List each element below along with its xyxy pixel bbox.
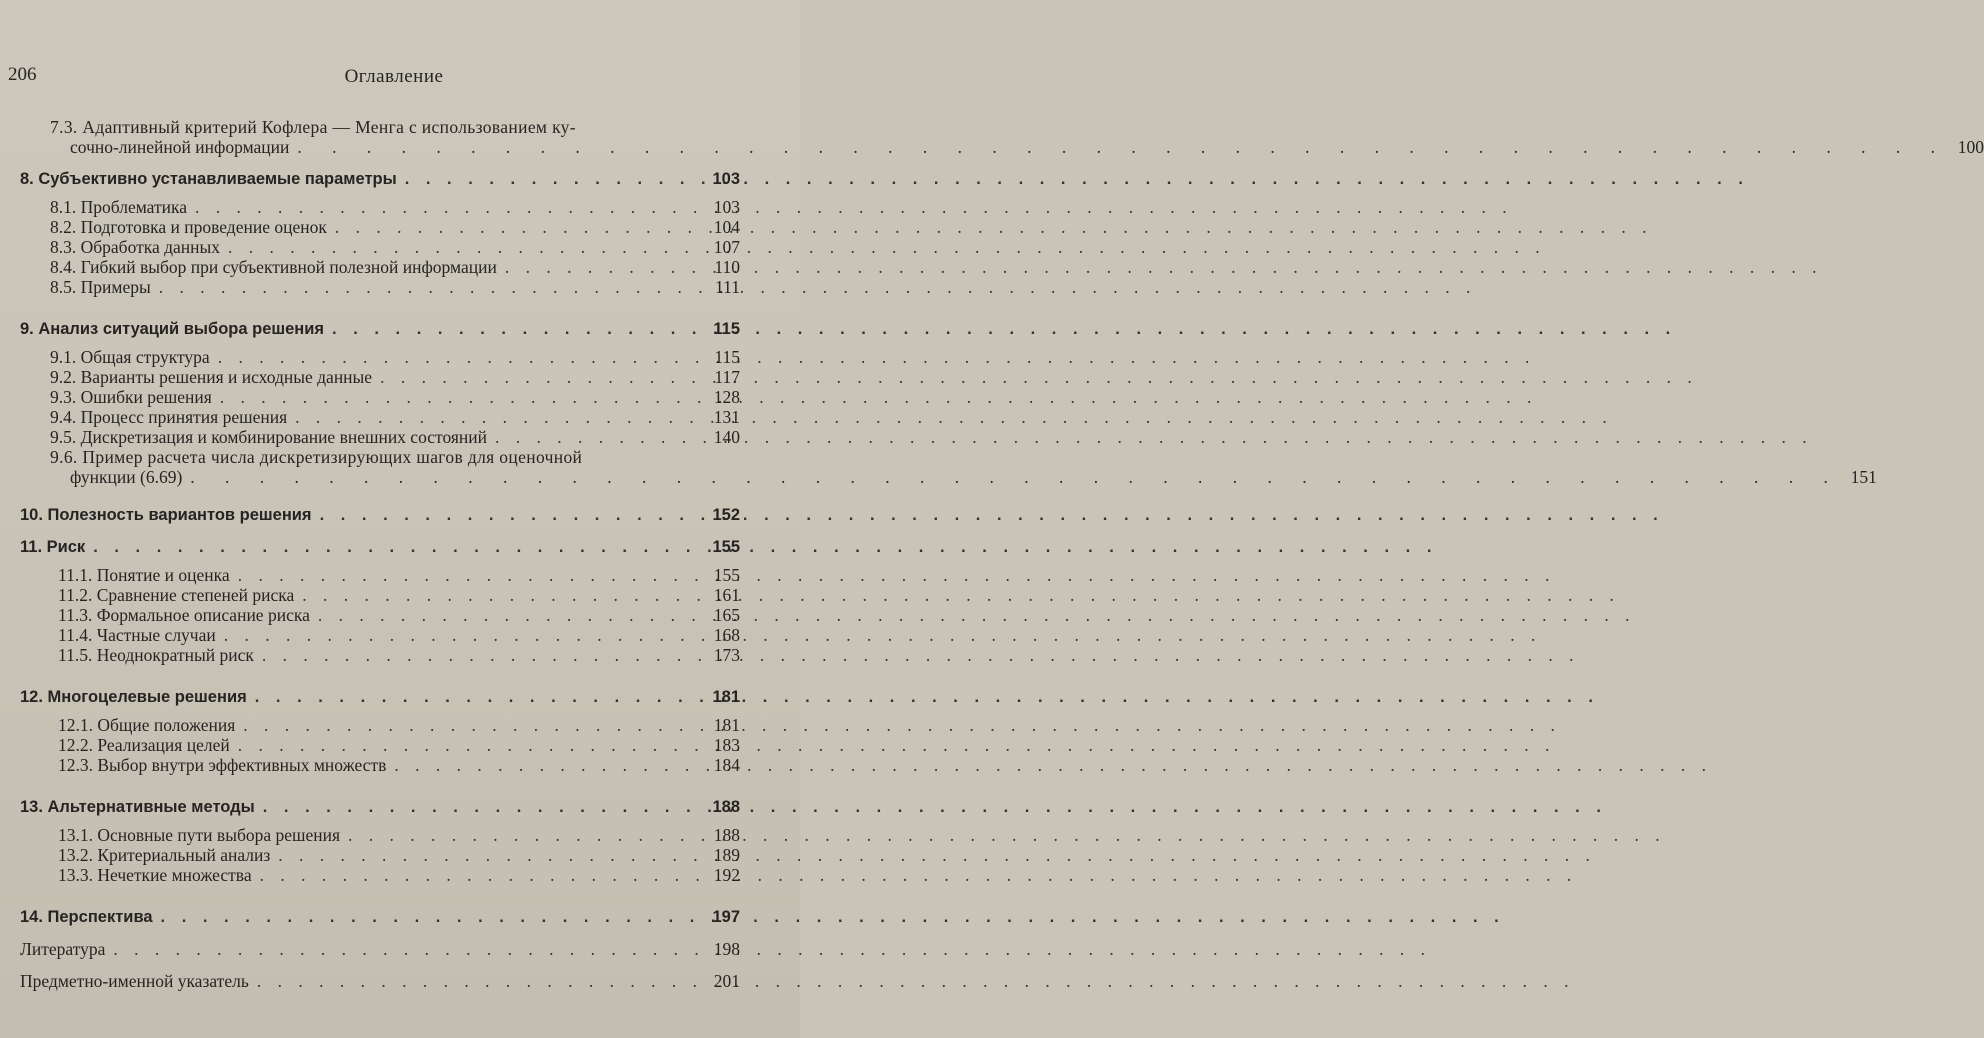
toc-entry-9-4 (20, 407, 740, 427)
toc-entry-13-3 (20, 865, 740, 885)
dot-leader (182, 467, 1841, 487)
toc-entry-11-5 (20, 645, 740, 665)
toc-entry-title: 8.2. Подготовка и проведение оценок (50, 217, 327, 237)
toc-entry-title-line2: сочно-линейной информации (70, 137, 290, 157)
toc-entry-literature (20, 939, 740, 959)
toc-chapter-8 (20, 169, 740, 189)
dot-leader (235, 715, 704, 735)
dot-leader (397, 169, 704, 189)
toc-chapter-13 (20, 797, 740, 817)
dot-leader (230, 565, 704, 585)
toc-entry-title-line1: 7.3. Адаптивный критерий Кофлера — Менга с использованием ку- (50, 117, 576, 137)
dot-leader (151, 277, 704, 297)
toc-entry-title: 8.4. Гибкий выбор при субъективной полезной информации (50, 257, 497, 277)
toc-entry-8-4 (20, 257, 740, 277)
toc-entry-title-line1: 9.6. Пример расчета числа дискретизирующих шагов для оценочной (50, 447, 583, 467)
toc-page-number: 128 (713, 387, 740, 407)
toc-page-number: 111 (715, 277, 740, 297)
toc-entry-title: 9.1. Общая структура (50, 347, 210, 367)
toc-chapter-title: 13. Альтернативные методы (20, 798, 255, 816)
toc-page-number: 100 (1957, 137, 1984, 157)
page-number: 206 (8, 64, 37, 85)
toc-page-number: 103 (712, 170, 740, 188)
toc-entry-title: 13.1. Основные пути выбора решения (58, 825, 341, 845)
toc-page-number: 155 (712, 538, 740, 556)
toc-page-number: 103 (713, 197, 740, 217)
toc-page-number: 197 (712, 908, 740, 926)
page-header (8, 64, 780, 94)
toc-chapter-11 (20, 537, 740, 557)
toc-entry-title: 8.3. Обработка данных (50, 237, 221, 257)
toc-entry-8-3 (20, 237, 740, 257)
toc-entry-title: 12.3. Выбор внутри эффективных множеств (58, 755, 387, 775)
toc-entry-11-1 (20, 565, 740, 585)
toc-page-number: 173 (713, 645, 740, 665)
toc-page-number: 184 (713, 755, 740, 775)
toc-chapter-14 (20, 907, 740, 927)
toc-entry-title: 8.5. Примеры (50, 277, 151, 297)
toc-page-number: 168 (713, 625, 740, 645)
dot-leader (497, 257, 704, 277)
dot-leader (340, 825, 704, 845)
toc-page-number: 117 (714, 367, 740, 387)
dot-leader (212, 387, 704, 407)
toc-entry-title: 12.2. Реализация целей (58, 735, 230, 755)
dot-leader (216, 625, 704, 645)
toc-entry-11-3 (20, 605, 740, 625)
toc-page-number: 107 (713, 237, 740, 257)
toc-page-number: 201 (713, 971, 740, 991)
toc-entry-title: 9.4. Процесс принятия решения (50, 407, 288, 427)
toc-chapter-title: 9. Анализ ситуаций выбора решения (20, 320, 325, 338)
dot-leader (324, 319, 704, 339)
toc-entry-title: 13.3. Нечеткие множества (58, 865, 252, 885)
toc-entry-11-4 (20, 625, 740, 645)
toc-entry-8-2 (20, 217, 740, 237)
toc-entry-9-2 (20, 367, 740, 387)
toc-page-number: 152 (712, 506, 740, 524)
toc-entry-title: 11.5. Неоднократный риск (58, 645, 254, 665)
toc-entry-13-1 (20, 825, 740, 845)
toc-chapter-title: 11. Риск (20, 538, 86, 556)
dot-leader (312, 505, 704, 525)
toc-page-number: 188 (712, 798, 740, 816)
toc-entry-title: 13.2. Критериальный анализ (58, 845, 271, 865)
toc-entry-12-3 (20, 755, 740, 775)
dot-leader (372, 367, 704, 387)
toc-page-number: 192 (713, 865, 740, 885)
dot-leader (289, 137, 1948, 157)
toc-page-number: 115 (713, 320, 740, 338)
toc-entry-title: 8.1. Проблематика (50, 197, 188, 217)
table-of-contents (20, 117, 1984, 991)
toc-chapter-9 (20, 319, 740, 339)
dot-leader (287, 407, 704, 427)
toc-entry-title: Предметно-именной указатель (20, 971, 249, 991)
dot-leader (187, 197, 704, 217)
dot-leader (254, 645, 704, 665)
toc-page-number: 104 (713, 217, 740, 237)
toc-chapter-title: 14. Перспектива (20, 908, 153, 926)
toc-entry-8-1 (20, 197, 740, 217)
toc-entry-9-3 (20, 387, 740, 407)
dot-leader (255, 797, 704, 817)
dot-leader (249, 971, 704, 991)
dot-leader (85, 537, 704, 557)
toc-page-number: 155 (713, 565, 740, 585)
dot-leader (230, 735, 704, 755)
toc-page-number: 165 (713, 605, 740, 625)
toc-page-number: 110 (714, 257, 740, 277)
dot-leader (327, 217, 704, 237)
toc-entry-13-2 (20, 845, 740, 865)
toc-page-number: 181 (712, 688, 740, 706)
toc-page-number: 188 (713, 825, 740, 845)
dot-leader (487, 427, 704, 447)
toc-entry-8-5 (20, 277, 740, 297)
dot-leader (386, 755, 704, 775)
toc-chapter-title: 10. Полезность вариантов решения (20, 506, 312, 524)
dot-leader (210, 347, 704, 367)
toc-entry-7-3 (20, 117, 1984, 157)
toc-page-number: 198 (713, 939, 740, 959)
toc-entry-9-1 (20, 347, 740, 367)
dot-leader (270, 845, 704, 865)
dot-leader (294, 585, 704, 605)
toc-chapter-12 (20, 687, 740, 707)
dot-leader (220, 237, 704, 257)
toc-chapter-title: 8. Субъективно устанавливаемые параметры (20, 170, 397, 188)
dot-leader (252, 865, 704, 885)
toc-entry-12-1 (20, 715, 740, 735)
toc-page-number: 183 (713, 735, 740, 755)
toc-chapter-10 (20, 505, 740, 525)
toc-page-number: 115 (714, 347, 740, 367)
running-title: Оглавление (344, 66, 444, 87)
dot-leader (310, 605, 704, 625)
toc-entry-title: 9.3. Ошибки решения (50, 387, 212, 407)
dot-leader (153, 907, 704, 927)
toc-entry-title: 12.1. Общие положения (58, 715, 236, 735)
dot-leader (247, 687, 704, 707)
toc-entry-title: 11.2. Сравнение степеней риска (58, 585, 295, 605)
toc-entry-title: Литература (20, 939, 106, 959)
toc-entry-9-5 (20, 427, 740, 447)
toc-entry-11-2 (20, 585, 740, 605)
toc-entry-title: 9.5. Дискретизация и комбинирование внешних состояний (50, 427, 488, 447)
toc-entry-12-2 (20, 735, 740, 755)
toc-entry-title-line2: функции (6.69) (70, 467, 183, 487)
toc-entry-title: 11.4. Частные случаи (58, 625, 216, 645)
toc-page-number: 189 (713, 845, 740, 865)
toc-entry-title: 11.1. Понятие и оценка (58, 565, 230, 585)
dot-leader (105, 939, 704, 959)
toc-page-number: 140 (713, 427, 740, 447)
toc-entry-title: 11.3. Формальное описание риска (58, 605, 310, 625)
toc-page-number: 161 (713, 585, 740, 605)
toc-entry-index (20, 971, 740, 991)
toc-page-number: 151 (1850, 467, 1877, 487)
toc-page-number: 131 (713, 407, 740, 427)
toc-entry-9-6 (20, 447, 1877, 487)
toc-page-number: 181 (713, 715, 740, 735)
toc-entry-title: 9.2. Варианты решения и исходные данные (50, 367, 373, 387)
toc-chapter-title: 12. Многоцелевые решения (20, 688, 247, 706)
